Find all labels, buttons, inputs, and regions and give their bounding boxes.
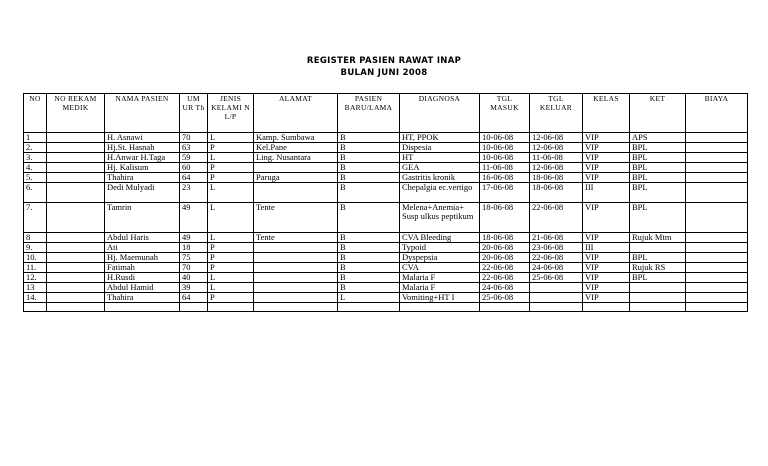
table-cell: L [208,183,254,203]
table-cell: 23-06-08 [530,243,583,253]
table-cell: 20-06-08 [480,253,530,263]
table-cell: 70 [180,133,208,143]
table-cell [686,303,748,312]
header-cell: PASIEN BARU/LAMA [338,94,400,133]
table-cell [530,303,583,312]
table-cell [254,263,338,273]
table-cell [686,173,748,183]
table-cell [686,243,748,253]
table-cell [686,203,748,233]
table-cell: Dyspepsia [400,253,480,263]
table-cell: L [208,133,254,143]
table-cell: 11-06-08 [480,163,530,173]
header-cell: ALAMAT [254,94,338,133]
table-cell [530,283,583,293]
table-cell: P [208,253,254,263]
table-cell: BPL [630,153,686,163]
table-cell: L [208,233,254,243]
table-cell: Rujuk RS [630,263,686,273]
table-cell: 24-06-08 [530,263,583,273]
table-row [24,273,748,283]
table-cell: Thahira [105,173,180,183]
table-cell [630,283,686,293]
table-cell: 59 [180,153,208,163]
table-cell: Chepalgia ec.vertigo [400,183,480,203]
table-cell: VIP [583,263,630,273]
table-cell: VIP [583,153,630,163]
table-cell: 22-06-08 [480,263,530,273]
table-cell [480,303,530,312]
table-row [24,163,748,173]
header-cell: KELAS [583,94,630,133]
table-cell [686,153,748,163]
table-cell: VIP [583,283,630,293]
table-cell: Dispesia [400,143,480,153]
table-cell: Gastritis kronik [400,173,480,183]
table-cell [24,303,47,312]
table-cell: 12-06-08 [530,143,583,153]
header-cell: TGL KELUAR [530,94,583,133]
table-row [24,143,748,153]
table-cell [254,293,338,303]
table-cell: APS [630,133,686,143]
table-cell: 12-06-08 [530,133,583,143]
table-cell: 3. [24,153,47,163]
table-cell [47,163,105,173]
table-cell: L [208,283,254,293]
register-table [23,93,748,312]
table-cell: Typoid [400,243,480,253]
table-cell: VIP [583,143,630,153]
table-cell: 8 [24,233,47,243]
table-cell: 12. [24,273,47,283]
table-cell: III [583,243,630,253]
table-cell: 10-06-08 [480,143,530,153]
table-cell: Paruga [254,173,338,183]
header-cell: JENIS KELAMI N L/P [208,94,254,133]
table-cell: 70 [180,263,208,273]
table-cell: L [338,293,400,303]
table-cell: Hj.St. Hasnah [105,143,180,153]
table-cell: B [338,203,400,233]
table-cell [630,293,686,303]
table-cell [254,303,338,312]
header-cell: TGL MASUK [480,94,530,133]
table-row [24,293,748,303]
table-cell: 5. [24,173,47,183]
header-cell: NO [24,94,47,133]
table-cell [583,303,630,312]
table-cell: B [338,183,400,203]
table-row-empty [24,303,748,312]
table-cell [686,233,748,243]
table-cell: Thahira [105,293,180,303]
table-cell: GEA [400,163,480,173]
table-row [24,233,748,243]
table-cell [47,283,105,293]
table-cell: Malaria F [400,273,480,283]
table-cell: III [583,183,630,203]
table-cell: VIP [583,163,630,173]
table-cell: Dedi Mulyadi [105,183,180,203]
table-cell: H.Anwar H.Taga [105,153,180,163]
table-cell: L [208,203,254,233]
table-cell: 18 [180,243,208,253]
table-cell: BPL [630,253,686,263]
table-cell: VIP [583,273,630,283]
table-cell: P [208,243,254,253]
table-cell: Hj. Maemunah [105,253,180,263]
table-row [24,243,748,253]
table-cell [630,303,686,312]
table-cell: 10-06-08 [480,153,530,163]
table-cell: Melena+Anemia+ Susp ulkus peptikum [400,203,480,233]
table-cell: VIP [583,253,630,263]
table-cell [47,133,105,143]
table-cell: 40 [180,273,208,283]
table-cell [686,283,748,293]
table-cell: 14. [24,293,47,303]
table-cell [208,303,254,312]
table-cell: Kel.Pane [254,143,338,153]
table-cell [338,303,400,312]
table-cell: P [208,263,254,273]
table-cell: Abdul Hamid [105,283,180,293]
table-cell [47,233,105,243]
table-cell: P [208,163,254,173]
header-cell: KET [630,94,686,133]
table-cell: 49 [180,233,208,243]
table-cell [254,183,338,203]
table-cell: B [338,173,400,183]
table-cell: VIP [583,173,630,183]
table-cell: 22-06-08 [530,203,583,233]
table-cell [254,163,338,173]
table-cell: 10-06-08 [480,133,530,143]
table-cell: Ling. Nusantara [254,153,338,163]
register-title: REGISTER PASIEN RAWAT INAP [306,56,462,66]
table-cell [47,153,105,163]
table-cell: 2. [24,143,47,153]
table-cell [47,263,105,273]
table-cell: 25-06-08 [530,273,583,283]
table-cell: VIP [583,203,630,233]
table-cell: P [208,143,254,153]
table-cell: CVA [400,263,480,273]
table-cell: 18-06-08 [480,233,530,243]
table-cell [47,303,105,312]
table-cell: B [338,143,400,153]
table-cell [47,143,105,153]
table-cell [686,183,748,203]
table-cell: L [208,153,254,163]
table-cell: 60 [180,163,208,173]
table-cell: BPL [630,143,686,153]
table-cell: Tente [254,203,338,233]
table-cell: BPL [630,173,686,183]
table-cell: 18-06-08 [530,183,583,203]
table-cell: B [338,253,400,263]
table-cell: 13 [24,283,47,293]
table-cell: HT, PPOK [400,133,480,143]
table-cell: B [338,273,400,283]
table-cell [686,263,748,273]
table-cell: B [338,283,400,293]
table-cell: Ati [105,243,180,253]
table-cell: 75 [180,253,208,263]
table-row [24,263,748,273]
table-cell [47,273,105,283]
table-cell: 4. [24,163,47,173]
table-cell: 23 [180,183,208,203]
table-cell: B [338,263,400,273]
table-cell: Fatimah [105,263,180,273]
table-cell: BPL [630,183,686,203]
table-cell: 1 [24,133,47,143]
table-cell [630,243,686,253]
table-cell [254,273,338,283]
table-cell [180,303,208,312]
header-cell: DIAGNOSA [400,94,480,133]
table-cell: 63 [180,143,208,153]
table-cell [686,133,748,143]
table-cell [105,303,180,312]
table-cell: H. Asnawi [105,133,180,143]
table-cell: 9. [24,243,47,253]
table-cell [47,203,105,233]
table-cell [686,163,748,173]
table-cell: Vomiting+HT I [400,293,480,303]
table-cell: 20-06-08 [480,243,530,253]
table-cell [47,183,105,203]
table-cell: HT [400,153,480,163]
table-row [24,183,748,203]
table-cell: 22-06-08 [530,253,583,263]
table-cell [47,243,105,253]
table-cell: P [208,293,254,303]
header-cell: UM UR Th [180,94,208,133]
header-cell: BIAYA [686,94,748,133]
table-header-row [24,94,748,133]
table-row [24,253,748,263]
table-cell: 11-06-08 [530,153,583,163]
table-cell: 64 [180,173,208,183]
table-cell [47,293,105,303]
header-cell: NO REKAM MEDIK [47,94,105,133]
header-cell: NAMA PASIEN [105,94,180,133]
table-cell: VIP [583,233,630,243]
table-row [24,283,748,293]
table-cell [686,293,748,303]
table-cell: 22-06-08 [480,273,530,283]
table-row [24,153,748,163]
table-cell [686,253,748,263]
table-cell [400,303,480,312]
table-cell: 17-06-08 [480,183,530,203]
table-cell: Tamrin [105,203,180,233]
table-cell: 11. [24,263,47,273]
table-cell: 18-06-08 [530,173,583,183]
table-cell: Hj. Kalisum [105,163,180,173]
table-cell: 18-06-08 [480,203,530,233]
table-cell: 64 [180,293,208,303]
table-cell: B [338,163,400,173]
table-cell: 49 [180,203,208,233]
table-cell: 21-06-08 [530,233,583,243]
table-cell: P [208,173,254,183]
table-cell [47,253,105,263]
table-cell: 25-06-08 [480,293,530,303]
table-cell: 6. [24,183,47,203]
table-cell [254,253,338,263]
table-row [24,173,748,183]
table-cell: VIP [583,293,630,303]
table-cell: L [208,273,254,283]
table-cell: 24-06-08 [480,283,530,293]
table-cell: B [338,153,400,163]
table-cell: Rujuk Mtm [630,233,686,243]
table-cell: 39 [180,283,208,293]
table-cell: H.Rusdi [105,273,180,283]
table-cell: CVA Bleeding [400,233,480,243]
table-cell: BPL [630,273,686,283]
table-cell [686,273,748,283]
table-cell: B [338,233,400,243]
register-subtitle: BULAN JUNI 2008 [340,68,428,78]
table-cell: 12-06-08 [530,163,583,173]
table-cell: VIP [583,133,630,143]
table-cell [254,283,338,293]
table-cell [47,173,105,183]
table-cell [686,143,748,153]
table-cell: Kamp. Sumbawa [254,133,338,143]
table-cell: 16-06-08 [480,173,530,183]
table-cell: Malaria F [400,283,480,293]
table-row [24,203,748,233]
table-cell: BPL [630,203,686,233]
table-cell [254,243,338,253]
table-cell [530,293,583,303]
table-cell: 10. [24,253,47,263]
table-row [24,133,748,143]
table-cell: 7. [24,203,47,233]
table-cell: Tente [254,233,338,243]
table-cell: B [338,133,400,143]
table-cell: Abdul Haris [105,233,180,243]
table-cell: BPL [630,163,686,173]
table-cell: B [338,243,400,253]
